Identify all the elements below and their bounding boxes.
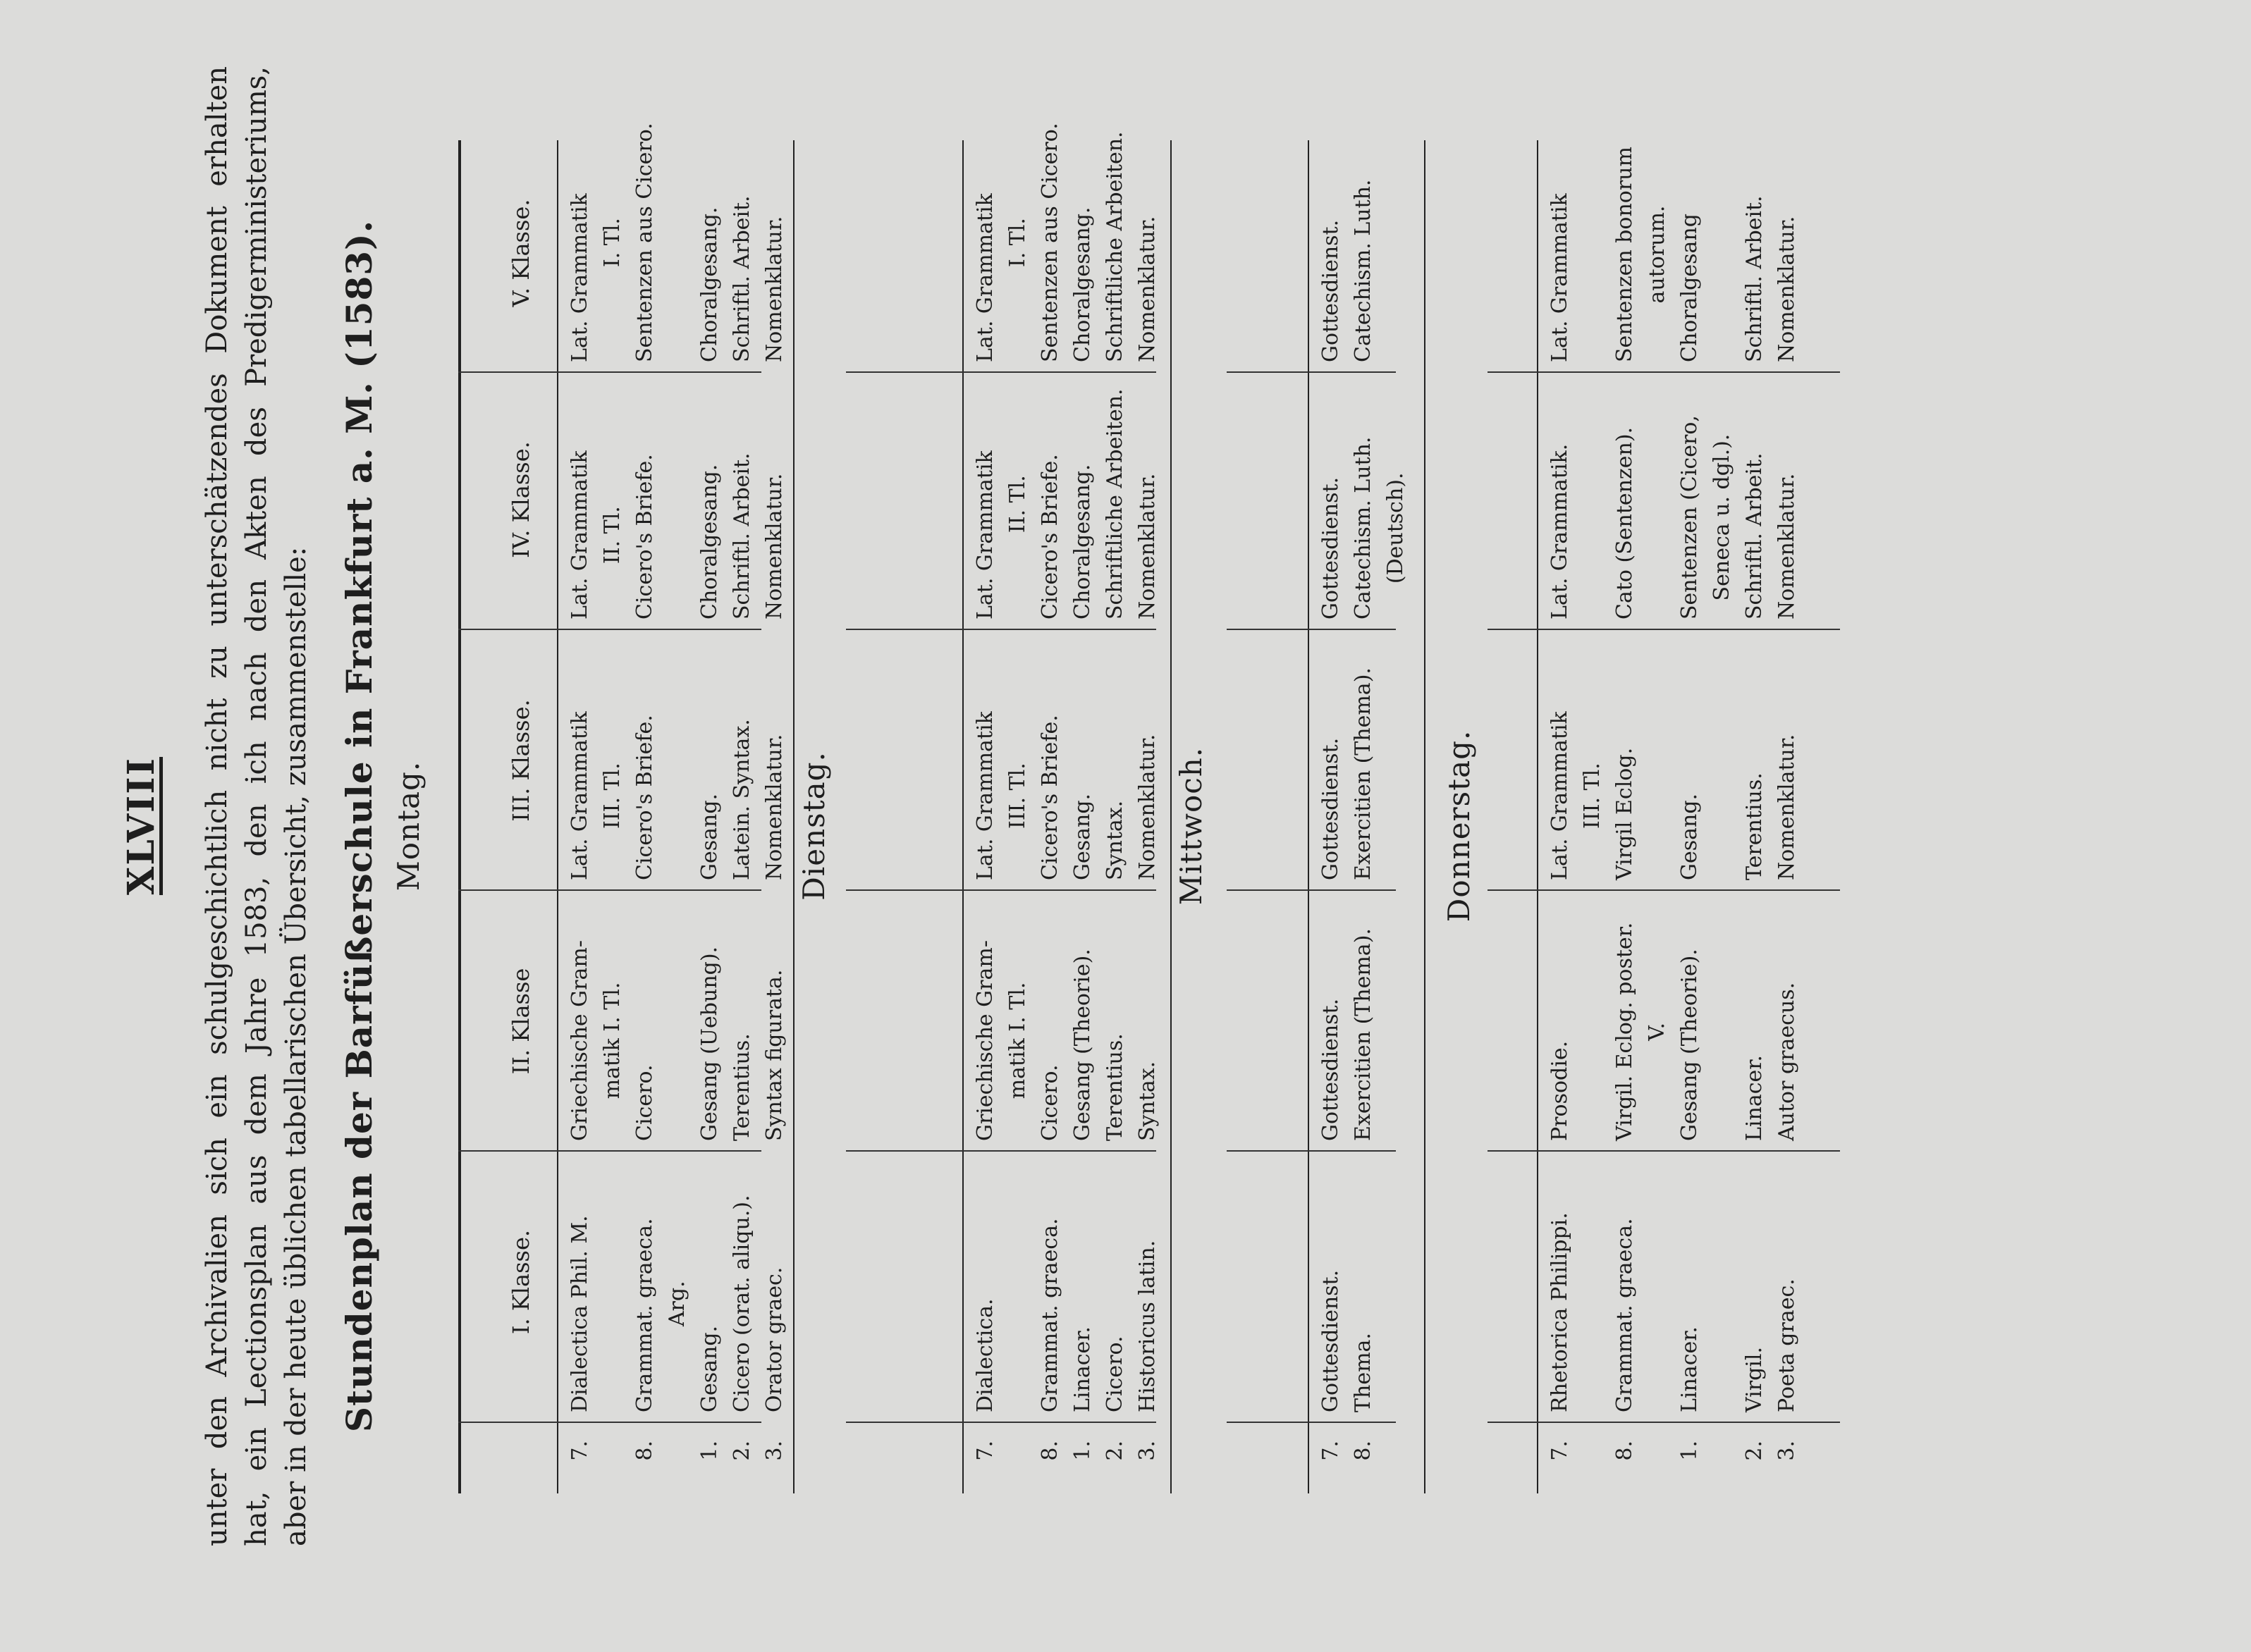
cell-line: Gesang (Theorie). — [1070, 949, 1095, 1141]
cell-line: Cicero. — [632, 1064, 657, 1141]
header-class-3: III. Klasse. — [508, 699, 534, 822]
col-divider — [458, 371, 761, 373]
cell-dienstag-class-4 — [969, 388, 1164, 620]
cell-line: Arg. — [665, 1281, 689, 1327]
cell-line: Lat. Grammatik — [973, 711, 998, 880]
cell-line: Schriftl. Arbeit. — [1742, 452, 1767, 620]
col-divider — [1488, 1150, 1840, 1152]
cell-line: Cato (Sentenzen). — [1612, 426, 1637, 620]
cell-line: Cicero's Briefe. — [1038, 715, 1062, 880]
cell-line: Nomenklatur. — [1774, 473, 1799, 620]
cell-line: Thema. — [1351, 1333, 1375, 1412]
cell-line: II. Tl. — [600, 506, 625, 565]
cell-line: Griechische Gram- — [973, 940, 998, 1141]
cell-line: Lat. Grammatik — [568, 711, 592, 880]
cell-line: Grammat. graeca. — [1612, 1218, 1637, 1412]
intro-line: unter den Archivalien sich ein schulgeschichtlich nicht zu unterschätzendes Dokument erhalten — [201, 66, 233, 1546]
day-top-rule — [1308, 140, 1309, 1493]
cell-montag-class-2 — [564, 940, 791, 1141]
cell-line: Catechism. Luth. — [1351, 179, 1375, 362]
col-divider — [458, 889, 761, 891]
hour-label: 7. — [568, 1441, 592, 1461]
hour-label: 7. — [1318, 1441, 1343, 1461]
col-divider — [846, 1422, 1156, 1423]
cell-line: (Deutsch). — [1383, 472, 1408, 584]
cell-line: Gesang. — [1070, 793, 1095, 880]
cell-line: Historicus latin. — [1135, 1240, 1160, 1412]
cell-line: Syntax. — [1135, 1061, 1160, 1141]
cell-line: Nomenklatur. — [762, 473, 787, 620]
cell-line: Rhetorica Philippi. — [1547, 1212, 1572, 1412]
cell-line: Nomenklatur. — [1135, 216, 1160, 362]
cell-line: Gesang. — [697, 793, 722, 880]
hour-label: 8. — [1351, 1441, 1375, 1461]
cell-line: autorum. — [1645, 205, 1669, 304]
cell-dienstag-class-5 — [969, 123, 1164, 362]
col-divider — [458, 1422, 761, 1423]
day-separator — [1170, 140, 1172, 1493]
day-top-rule — [962, 140, 964, 1493]
cell-line: Nomenklatur. — [1774, 734, 1799, 880]
cell-line: I. Tl. — [1005, 218, 1030, 268]
day-top-rule — [1537, 140, 1538, 1493]
cell-line: Syntax. — [1103, 800, 1127, 880]
cell-line: Prosodie. — [1547, 1040, 1572, 1141]
cell-mittwoch-class-3 — [1315, 667, 1380, 880]
cell-line: Choralgesang. — [697, 207, 722, 362]
cell-line: III. Tl. — [1580, 763, 1605, 830]
col-divider — [846, 371, 1156, 373]
cell-mittwoch-class-1 — [1315, 1270, 1380, 1412]
cell-line: III. Tl. — [600, 763, 625, 830]
cell-donnerstag-class-1 — [1544, 1212, 1803, 1412]
col-divider — [1227, 629, 1396, 630]
cell-line: Gottesdienst. — [1318, 219, 1343, 362]
cell-line: matik I. Tl. — [600, 982, 625, 1099]
day-heading-mittwoch: Mittwoch. — [1174, 746, 1208, 906]
cell-line: Dialectica Phil. M. — [568, 1215, 592, 1412]
cell-line: Catechism. Luth. — [1351, 436, 1375, 620]
day-heading-dienstag: Dienstag. — [797, 751, 831, 901]
cell-line: Poeta graec. — [1774, 1278, 1799, 1412]
cell-line: Virgil Eclog. — [1612, 747, 1637, 880]
cell-line: Lat. Grammatik — [568, 193, 592, 362]
hour-label: 2. — [1742, 1441, 1767, 1461]
cell-line: Linacer. — [1742, 1055, 1767, 1141]
cell-donnerstag-class-3 — [1544, 711, 1803, 880]
hour-label: 3. — [762, 1441, 787, 1461]
hour-label: 8. — [1612, 1441, 1637, 1461]
cell-montag-class-3 — [564, 711, 791, 880]
timetable-title: Stundenplan der Barfüßerschule in Frankfurt a. M. (1583). — [338, 219, 380, 1433]
cell-line: Gesang. — [1677, 793, 1702, 880]
intro-line: hat, ein Lectionsplan aus dem Jahre 1583, den ich nach den Akten des Predigerministeriums, — [240, 66, 273, 1546]
col-divider — [1488, 629, 1840, 630]
hour-numbers-dienstag — [969, 1441, 1164, 1483]
cell-line: Schriftliche Arbeiten. — [1103, 388, 1127, 620]
day-separator — [793, 140, 795, 1493]
header-class-4: IV. Klasse. — [508, 441, 534, 558]
cell-line: Exercitien (Thema). — [1351, 667, 1375, 880]
cell-line: Gesang (Theorie). — [1677, 949, 1702, 1141]
col-divider — [1227, 1150, 1396, 1152]
header-class-2: II. Klasse — [508, 968, 534, 1075]
cell-line: Gottesdienst. — [1318, 1269, 1343, 1412]
cell-line: Choralgesang. — [1070, 464, 1095, 620]
cell-line: Terentius. — [1742, 772, 1767, 880]
col-divider — [1227, 889, 1396, 891]
cell-line: Schriftl. Arbeit. — [730, 195, 754, 362]
cell-line: Nomenklatur. — [1135, 734, 1160, 880]
cell-donnerstag-class-2 — [1544, 923, 1803, 1141]
cell-line: I. Tl. — [600, 218, 625, 268]
hour-numbers-montag — [564, 1441, 791, 1483]
cell-line: Gottesdienst. — [1318, 998, 1343, 1141]
table-top-rule — [458, 140, 461, 1493]
col-divider — [846, 1150, 1156, 1152]
col-divider — [1227, 371, 1396, 373]
hour-label: 8. — [632, 1441, 657, 1461]
cell-line: Lat. Grammatik. — [1547, 443, 1572, 620]
col-divider — [1227, 1422, 1396, 1423]
cell-line: Cicero's Briefe. — [632, 715, 657, 880]
cell-line: Nomenklatur. — [1774, 216, 1799, 362]
cell-line: Lat. Grammatik — [1547, 711, 1572, 880]
cell-line: Autor graecus. — [1774, 982, 1799, 1141]
cell-montag-class-5 — [564, 123, 791, 362]
cell-line: II. Tl. — [1005, 475, 1030, 534]
cell-line: Nomenklatur. — [762, 734, 787, 880]
hour-label: 1. — [697, 1441, 722, 1461]
cell-line: Orator graec. — [762, 1266, 787, 1412]
intro-paragraph — [197, 66, 316, 1546]
cell-line: Schriftl. Arbeit. — [1742, 195, 1767, 362]
cell-montag-class-4 — [564, 450, 791, 620]
header-class-5: V. Klasse. — [508, 199, 534, 307]
cell-line: Exercitien (Thema). — [1351, 928, 1375, 1141]
cell-line: Lat. Grammatik — [973, 450, 998, 620]
cell-line: Choralgesang. — [1070, 207, 1095, 362]
cell-line: Cicero. — [1103, 1336, 1127, 1412]
col-divider — [846, 629, 1156, 630]
col-divider — [846, 889, 1156, 891]
cell-line: Gesang (Uebung). — [697, 946, 722, 1141]
cell-line: Grammat. graeca. — [1038, 1218, 1062, 1412]
hour-label: 8. — [1038, 1441, 1062, 1461]
hour-label: 2. — [730, 1441, 754, 1461]
cell-mittwoch-class-2 — [1315, 928, 1380, 1141]
cell-line: Choralgesang — [1677, 214, 1702, 362]
cell-line: matik I. Tl. — [1005, 982, 1030, 1099]
cell-mittwoch-class-5 — [1315, 180, 1380, 362]
col-divider — [458, 1150, 761, 1152]
cell-line: Virgil. — [1742, 1346, 1767, 1412]
cell-line: Terentius. — [730, 1033, 754, 1141]
cell-line: Virgil. Eclog. poster. — [1612, 922, 1637, 1141]
cell-line: Cicero's Briefe. — [1038, 454, 1062, 620]
day-heading-montag: Montag. — [391, 760, 426, 892]
page-number: XLVIII — [120, 756, 163, 896]
hour-label: 1. — [1070, 1441, 1095, 1461]
cell-line: Sentenzen bonorum — [1612, 147, 1637, 362]
cell-line: Sentenzen (Cicero, — [1677, 415, 1702, 620]
hour-label: 3. — [1135, 1441, 1160, 1461]
cell-dienstag-class-2 — [969, 940, 1164, 1141]
cell-line: Terentius. — [1103, 1033, 1127, 1141]
cell-mittwoch-class-4 — [1315, 437, 1412, 620]
cell-line: Grammat. graeca. — [632, 1218, 657, 1412]
hour-label: 3. — [1774, 1441, 1799, 1461]
cell-line: Choralgesang. — [697, 464, 722, 620]
cell-line: Syntax figurata. — [762, 969, 787, 1141]
cell-line: Gottesdienst. — [1318, 737, 1343, 880]
cell-line: Gesang. — [697, 1325, 722, 1412]
day-separator — [1424, 140, 1425, 1493]
cell-montag-class-1 — [564, 1195, 791, 1412]
hour-label: 1. — [1677, 1441, 1702, 1461]
cell-line: Nomenklatur. — [1135, 473, 1160, 620]
hour-label: 2. — [1103, 1441, 1127, 1461]
cell-line: Lat. Grammatik — [568, 450, 592, 620]
hour-numbers-donnerstag — [1544, 1441, 1803, 1483]
cell-line: Sentenzen aus Cicero. — [632, 123, 657, 362]
hour-label: 7. — [973, 1441, 998, 1461]
col-divider — [1488, 889, 1840, 891]
cell-line: Cicero (orat. aliqu.). — [730, 1195, 754, 1412]
cell-donnerstag-class-5 — [1544, 147, 1803, 362]
cell-line: Lat. Grammatik — [1547, 193, 1572, 362]
day-heading-donnerstag: Donnerstag. — [1442, 729, 1476, 923]
hour-numbers-mittwoch — [1315, 1441, 1380, 1483]
cell-line: III. Tl. — [1005, 763, 1030, 830]
intro-line: aber in der heute üblichen tabellarischen Übersicht, zusammenstelle: — [280, 546, 312, 1546]
hour-label: 7. — [1547, 1441, 1572, 1461]
cell-line: Seneca u. dgl.). — [1710, 433, 1734, 601]
col-divider — [458, 629, 761, 630]
cell-line: Schriftl. Arbeit. — [730, 452, 754, 620]
col-divider — [1488, 1422, 1840, 1423]
cell-line: Sentenzen aus Cicero. — [1038, 123, 1062, 362]
cell-donnerstag-class-4 — [1544, 415, 1803, 620]
col-divider — [1488, 371, 1840, 373]
cell-line: V. — [1645, 1022, 1669, 1041]
cell-line: Latein. Syntax. — [730, 719, 754, 880]
header-rule — [557, 140, 558, 1493]
cell-line: Cicero. — [1038, 1064, 1062, 1141]
cell-line: Gottesdienst. — [1318, 476, 1343, 620]
cell-dienstag-class-3 — [969, 711, 1164, 880]
cell-line: Cicero's Briefe. — [632, 454, 657, 620]
cell-line: Nomenklatur. — [762, 216, 787, 362]
cell-line: Linacer. — [1677, 1326, 1702, 1412]
cell-line: Dialectica. — [973, 1298, 998, 1412]
cell-line: Lat. Grammatik — [973, 193, 998, 362]
cell-dienstag-class-1 — [969, 1218, 1164, 1412]
header-class-1: I. Klasse. — [508, 1229, 534, 1335]
cell-line: Schriftliche Arbeiten. — [1103, 131, 1127, 362]
cell-line: Linacer. — [1070, 1326, 1095, 1412]
cell-line: Griechische Gram- — [568, 940, 592, 1141]
